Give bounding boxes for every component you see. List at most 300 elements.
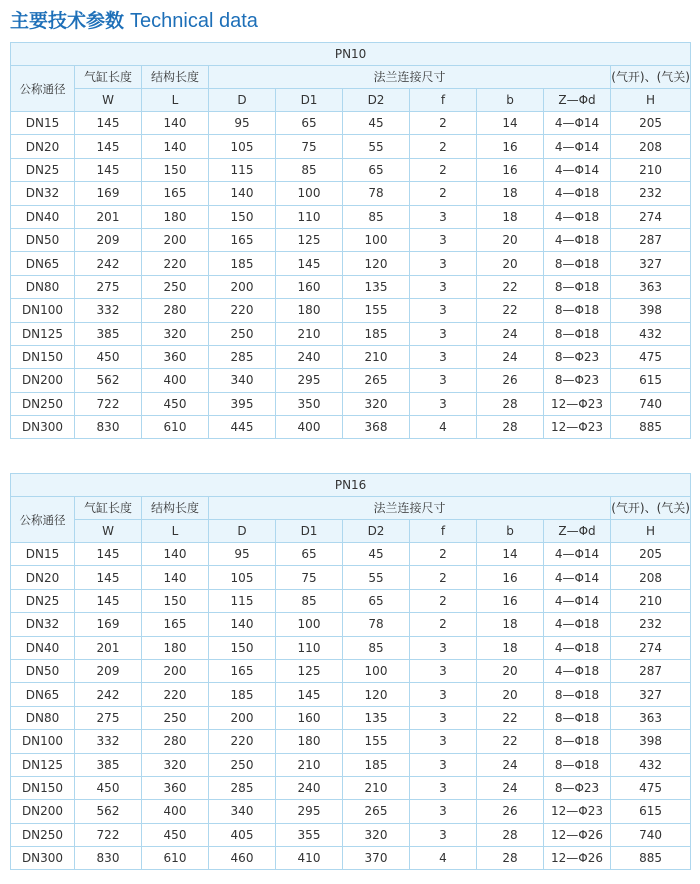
table-cell: 180 bbox=[276, 299, 343, 322]
table-cell: 28 bbox=[477, 823, 544, 846]
table-cell: 8—Φ18 bbox=[544, 730, 611, 753]
table-cell: 740 bbox=[611, 823, 691, 846]
table-cell: 20 bbox=[477, 228, 544, 251]
table-cell: 210 bbox=[276, 322, 343, 345]
table-cell: 200 bbox=[209, 275, 276, 298]
table-cell: 65 bbox=[276, 112, 343, 135]
table-cell: 105 bbox=[209, 135, 276, 158]
table-cell: 110 bbox=[276, 636, 343, 659]
table-row bbox=[11, 369, 691, 392]
table-cell: 220 bbox=[209, 299, 276, 322]
table-cell: 4—Φ18 bbox=[544, 613, 611, 636]
table-cell: 615 bbox=[611, 800, 691, 823]
table-cell: 450 bbox=[142, 823, 209, 846]
table-cell: 280 bbox=[142, 299, 209, 322]
table-cell: 275 bbox=[75, 706, 142, 729]
table-row bbox=[11, 252, 691, 275]
title-en: Technical data bbox=[130, 10, 258, 32]
table-cell: 145 bbox=[276, 683, 343, 706]
table-cell: 210 bbox=[611, 589, 691, 612]
table-row bbox=[11, 659, 691, 682]
table-cell: 562 bbox=[75, 800, 142, 823]
table-cell: DN20 bbox=[11, 135, 75, 158]
table-cell: 400 bbox=[276, 416, 343, 439]
table-cell: 562 bbox=[75, 369, 142, 392]
table-cell: 450 bbox=[75, 345, 142, 368]
table-cell: 165 bbox=[142, 182, 209, 205]
table-cell: DN125 bbox=[11, 753, 75, 776]
table-row bbox=[11, 823, 691, 846]
table-cell: 275 bbox=[75, 275, 142, 298]
table-cell: 155 bbox=[343, 299, 410, 322]
table-cell: 285 bbox=[209, 345, 276, 368]
table-cell: 55 bbox=[343, 566, 410, 589]
col-w: W bbox=[75, 520, 142, 543]
table-row bbox=[11, 613, 691, 636]
table-cell: 205 bbox=[611, 543, 691, 566]
table-cell: 28 bbox=[477, 416, 544, 439]
flange-dims-header: 法兰连接尺寸 bbox=[209, 497, 611, 520]
table-cell: DN250 bbox=[11, 823, 75, 846]
table-cell: 75 bbox=[276, 566, 343, 589]
table-row bbox=[11, 182, 691, 205]
table-cell: 2 bbox=[410, 566, 477, 589]
col-d2: D2 bbox=[343, 89, 410, 112]
table-cell: 3 bbox=[410, 322, 477, 345]
table-cell: 360 bbox=[142, 345, 209, 368]
table-cell: 3 bbox=[410, 659, 477, 682]
table-row bbox=[11, 847, 691, 870]
table-cell: 12—Φ23 bbox=[544, 800, 611, 823]
table-cell: 205 bbox=[611, 112, 691, 135]
table-cell: 18 bbox=[477, 636, 544, 659]
table-cell: 145 bbox=[75, 543, 142, 566]
nominal-diameter-header: 公称通径 bbox=[11, 66, 75, 112]
table-cell: 4—Φ18 bbox=[544, 228, 611, 251]
table-cell: 8—Φ18 bbox=[544, 299, 611, 322]
table-cell: 78 bbox=[343, 613, 410, 636]
table-row bbox=[11, 322, 691, 345]
table-cell: 460 bbox=[209, 847, 276, 870]
table-cell: 250 bbox=[209, 322, 276, 345]
table-cell: DN20 bbox=[11, 566, 75, 589]
table-cell: 3 bbox=[410, 369, 477, 392]
table-cell: 45 bbox=[343, 543, 410, 566]
table-cell: 360 bbox=[142, 776, 209, 799]
table-cell: 610 bbox=[142, 847, 209, 870]
table-cell: 201 bbox=[75, 636, 142, 659]
table-cell: 65 bbox=[343, 158, 410, 181]
table-cell: 145 bbox=[75, 158, 142, 181]
table-cell: 16 bbox=[477, 135, 544, 158]
nominal-diameter-header: 公称通径 bbox=[11, 497, 75, 543]
table-cell: 75 bbox=[276, 135, 343, 158]
table-cell: 4 bbox=[410, 847, 477, 870]
table-cell: 135 bbox=[343, 706, 410, 729]
table-cell: 110 bbox=[276, 205, 343, 228]
table-cell: 24 bbox=[477, 776, 544, 799]
table-cell: 150 bbox=[142, 589, 209, 612]
table-row bbox=[11, 706, 691, 729]
col-l: L bbox=[142, 520, 209, 543]
table-cell: 120 bbox=[343, 252, 410, 275]
table-cell: 140 bbox=[142, 543, 209, 566]
table-cell: 3 bbox=[410, 345, 477, 368]
col-f: f bbox=[410, 89, 477, 112]
table-cell: 145 bbox=[75, 566, 142, 589]
table-cell: 740 bbox=[611, 392, 691, 415]
table-cell: DN80 bbox=[11, 706, 75, 729]
table-cell: 55 bbox=[343, 135, 410, 158]
table-cell: 2 bbox=[410, 613, 477, 636]
table-cell: 3 bbox=[410, 228, 477, 251]
table-cell: 4—Φ14 bbox=[544, 135, 611, 158]
table-cell: 410 bbox=[276, 847, 343, 870]
table-cell: 85 bbox=[276, 158, 343, 181]
table-cell: 327 bbox=[611, 683, 691, 706]
table-cell: DN250 bbox=[11, 392, 75, 415]
table-row bbox=[11, 753, 691, 776]
table-cell: 20 bbox=[477, 252, 544, 275]
table-cell: 210 bbox=[343, 776, 410, 799]
table-row bbox=[11, 135, 691, 158]
table-cell: 340 bbox=[209, 800, 276, 823]
table-cell: 169 bbox=[75, 613, 142, 636]
table-cell: 16 bbox=[477, 566, 544, 589]
table-row bbox=[11, 345, 691, 368]
table-cell: 4—Φ14 bbox=[544, 543, 611, 566]
table-cell: 16 bbox=[477, 158, 544, 181]
table-row bbox=[11, 566, 691, 589]
table-cell: 210 bbox=[611, 158, 691, 181]
table-cell: 150 bbox=[209, 636, 276, 659]
table-cell: 125 bbox=[276, 228, 343, 251]
table-cell: 165 bbox=[142, 613, 209, 636]
table-cell: 242 bbox=[75, 683, 142, 706]
table-cell: 169 bbox=[75, 182, 142, 205]
table-cell: 885 bbox=[611, 416, 691, 439]
table-cell: 85 bbox=[343, 636, 410, 659]
table-row bbox=[11, 800, 691, 823]
table-row bbox=[11, 683, 691, 706]
table-cell: 180 bbox=[276, 730, 343, 753]
table-cell: 240 bbox=[276, 345, 343, 368]
table-cell: DN300 bbox=[11, 847, 75, 870]
table-row bbox=[11, 205, 691, 228]
table-cell: 4—Φ18 bbox=[544, 636, 611, 659]
table-cell: 4—Φ14 bbox=[544, 158, 611, 181]
table-cell: 160 bbox=[276, 275, 343, 298]
table-cell: 24 bbox=[477, 345, 544, 368]
table-cell: 220 bbox=[142, 683, 209, 706]
structure-length-header: 结构长度 bbox=[142, 66, 209, 89]
table-cell: DN200 bbox=[11, 369, 75, 392]
table-cell: 145 bbox=[75, 589, 142, 612]
table-cell: 65 bbox=[343, 589, 410, 612]
table-cell: 3 bbox=[410, 730, 477, 753]
table-cell: 180 bbox=[142, 636, 209, 659]
table-cell: 340 bbox=[209, 369, 276, 392]
table-cell: 2 bbox=[410, 543, 477, 566]
table-cell: 165 bbox=[209, 228, 276, 251]
col-z-phid: Z—Φd bbox=[544, 520, 611, 543]
table-cell: 395 bbox=[209, 392, 276, 415]
table-cell: 105 bbox=[209, 566, 276, 589]
table-cell: 265 bbox=[343, 369, 410, 392]
table-cell: 3 bbox=[410, 753, 477, 776]
table-cell: DN15 bbox=[11, 543, 75, 566]
table-cell: 320 bbox=[343, 823, 410, 846]
table-cell: 4 bbox=[410, 416, 477, 439]
table-cell: 140 bbox=[142, 566, 209, 589]
table-cell: 201 bbox=[75, 205, 142, 228]
col-d2: D2 bbox=[343, 520, 410, 543]
table-cell: 208 bbox=[611, 566, 691, 589]
table-cell: 185 bbox=[343, 753, 410, 776]
table-cell: 18 bbox=[477, 205, 544, 228]
height-header: (气开)、(气关) bbox=[611, 497, 691, 520]
table-cell: 18 bbox=[477, 613, 544, 636]
table-cell: 12—Φ26 bbox=[544, 823, 611, 846]
col-z-phid: Z—Φd bbox=[544, 89, 611, 112]
page-title bbox=[10, 8, 258, 34]
table-cell: DN80 bbox=[11, 275, 75, 298]
table-cell: 3 bbox=[410, 800, 477, 823]
table-cell: 20 bbox=[477, 683, 544, 706]
table-cell: 200 bbox=[209, 706, 276, 729]
table-cell: 3 bbox=[410, 706, 477, 729]
table-cell: 78 bbox=[343, 182, 410, 205]
cylinder-length-header: 气缸长度 bbox=[75, 497, 142, 520]
table-cell: 150 bbox=[209, 205, 276, 228]
table-cell: 2 bbox=[410, 182, 477, 205]
table-cell: 14 bbox=[477, 543, 544, 566]
table-cell: 140 bbox=[142, 135, 209, 158]
table-row bbox=[11, 636, 691, 659]
table-cell: 615 bbox=[611, 369, 691, 392]
col-b: b bbox=[477, 89, 544, 112]
table-cell: 2 bbox=[410, 135, 477, 158]
table-cell: 3 bbox=[410, 252, 477, 275]
table-cell: 155 bbox=[343, 730, 410, 753]
table-cell: DN150 bbox=[11, 776, 75, 799]
table-cell: 368 bbox=[343, 416, 410, 439]
table-cell: DN50 bbox=[11, 659, 75, 682]
table-cell: 2 bbox=[410, 158, 477, 181]
table-cell: 95 bbox=[209, 112, 276, 135]
table-cell: 3 bbox=[410, 776, 477, 799]
col-d1: D1 bbox=[276, 89, 343, 112]
table-cell: 200 bbox=[142, 228, 209, 251]
table-cell: DN40 bbox=[11, 205, 75, 228]
table-cell: 3 bbox=[410, 275, 477, 298]
table-cell: 8—Φ18 bbox=[544, 322, 611, 345]
table-cell: 885 bbox=[611, 847, 691, 870]
table-cell: 240 bbox=[276, 776, 343, 799]
table-cell: 265 bbox=[343, 800, 410, 823]
table-cell: 145 bbox=[276, 252, 343, 275]
table-cell: 140 bbox=[209, 613, 276, 636]
table-cell: 250 bbox=[142, 275, 209, 298]
table-cell: 210 bbox=[276, 753, 343, 776]
table-cell: 185 bbox=[343, 322, 410, 345]
table-cell: DN125 bbox=[11, 322, 75, 345]
table-cell: 3 bbox=[410, 392, 477, 415]
table-cell: 400 bbox=[142, 369, 209, 392]
table-cell: 332 bbox=[75, 299, 142, 322]
table-cell: 432 bbox=[611, 322, 691, 345]
col-f: f bbox=[410, 520, 477, 543]
table-cell: DN100 bbox=[11, 730, 75, 753]
table-row bbox=[11, 589, 691, 612]
table-cell: 145 bbox=[75, 135, 142, 158]
table-cell: 287 bbox=[611, 228, 691, 251]
table-cell: DN150 bbox=[11, 345, 75, 368]
table-cell: 8—Φ23 bbox=[544, 345, 611, 368]
table-cell: 355 bbox=[276, 823, 343, 846]
table-cell: 398 bbox=[611, 730, 691, 753]
table-cell: 20 bbox=[477, 659, 544, 682]
table-cell: 363 bbox=[611, 275, 691, 298]
table-cell: 209 bbox=[75, 228, 142, 251]
table-cell: 432 bbox=[611, 753, 691, 776]
table-cell: 285 bbox=[209, 776, 276, 799]
table-cell: 165 bbox=[209, 659, 276, 682]
table-cell: 45 bbox=[343, 112, 410, 135]
table-cell: 4—Φ14 bbox=[544, 566, 611, 589]
cylinder-length-header: 气缸长度 bbox=[75, 66, 142, 89]
table-cell: DN15 bbox=[11, 112, 75, 135]
table-cell: 475 bbox=[611, 776, 691, 799]
table-cell: 8—Φ18 bbox=[544, 706, 611, 729]
table-cell: 722 bbox=[75, 823, 142, 846]
table-cell: DN300 bbox=[11, 416, 75, 439]
table-cell: 274 bbox=[611, 636, 691, 659]
table-cell: 24 bbox=[477, 753, 544, 776]
table-cell: 115 bbox=[209, 158, 276, 181]
table-cell: 145 bbox=[75, 112, 142, 135]
table-cell: 405 bbox=[209, 823, 276, 846]
table-cell: 250 bbox=[142, 706, 209, 729]
table-cell: 120 bbox=[343, 683, 410, 706]
col-d: D bbox=[209, 520, 276, 543]
table-cell: 8—Φ23 bbox=[544, 369, 611, 392]
table-cell: 3 bbox=[410, 823, 477, 846]
table-cell: 4—Φ14 bbox=[544, 589, 611, 612]
col-w: W bbox=[75, 89, 142, 112]
table-cell: 12—Φ26 bbox=[544, 847, 611, 870]
table-cell: 18 bbox=[477, 182, 544, 205]
table-cell: 115 bbox=[209, 589, 276, 612]
table-cell: 385 bbox=[75, 322, 142, 345]
table-cell: 3 bbox=[410, 205, 477, 228]
table-cell: 320 bbox=[343, 392, 410, 415]
table-cell: 610 bbox=[142, 416, 209, 439]
table-cell: 8—Φ18 bbox=[544, 753, 611, 776]
table-cell: 8—Φ18 bbox=[544, 275, 611, 298]
table-cell: 16 bbox=[477, 589, 544, 612]
table-cell: 26 bbox=[477, 369, 544, 392]
table-cell: 100 bbox=[276, 182, 343, 205]
table-cell: 4—Φ18 bbox=[544, 182, 611, 205]
table-cell: 24 bbox=[477, 322, 544, 345]
table-cell: 100 bbox=[276, 613, 343, 636]
table-row bbox=[11, 776, 691, 799]
table-cell: 370 bbox=[343, 847, 410, 870]
table-cell: 28 bbox=[477, 392, 544, 415]
table-cell: 14 bbox=[477, 112, 544, 135]
table-cell: 242 bbox=[75, 252, 142, 275]
table-row bbox=[11, 158, 691, 181]
table-cell: DN200 bbox=[11, 800, 75, 823]
col-l: L bbox=[142, 89, 209, 112]
table-cell: 185 bbox=[209, 252, 276, 275]
table-cell: 475 bbox=[611, 345, 691, 368]
table-cell: 287 bbox=[611, 659, 691, 682]
table-cell: 85 bbox=[343, 205, 410, 228]
table-cell: 295 bbox=[276, 369, 343, 392]
table-cell: 8—Φ18 bbox=[544, 683, 611, 706]
table-cell: 830 bbox=[75, 847, 142, 870]
table-cell: 22 bbox=[477, 706, 544, 729]
table-row bbox=[11, 299, 691, 322]
table-cell: 210 bbox=[343, 345, 410, 368]
table-cell: 4—Φ14 bbox=[544, 112, 611, 135]
table-cell: 722 bbox=[75, 392, 142, 415]
col-d: D bbox=[209, 89, 276, 112]
table-row bbox=[11, 730, 691, 753]
table-cell: 320 bbox=[142, 322, 209, 345]
table-row bbox=[11, 543, 691, 566]
table-cell: 250 bbox=[209, 753, 276, 776]
table-cell: 363 bbox=[611, 706, 691, 729]
col-b: b bbox=[477, 520, 544, 543]
table-cell: 332 bbox=[75, 730, 142, 753]
table-cell: DN25 bbox=[11, 589, 75, 612]
table-cell: 280 bbox=[142, 730, 209, 753]
table-row bbox=[11, 275, 691, 298]
spec-table-pn10 bbox=[10, 42, 691, 439]
table-cell: DN100 bbox=[11, 299, 75, 322]
table-cell: 12—Φ23 bbox=[544, 416, 611, 439]
table-cell: DN25 bbox=[11, 158, 75, 181]
table-cell: 22 bbox=[477, 275, 544, 298]
table-cell: 398 bbox=[611, 299, 691, 322]
table-cell: DN40 bbox=[11, 636, 75, 659]
table-cell: 8—Φ23 bbox=[544, 776, 611, 799]
table-row bbox=[11, 112, 691, 135]
table-cell: 445 bbox=[209, 416, 276, 439]
table-cell: 22 bbox=[477, 730, 544, 753]
col-d1: D1 bbox=[276, 520, 343, 543]
table-cell: 830 bbox=[75, 416, 142, 439]
table-cell: 185 bbox=[209, 683, 276, 706]
title-cn: 主要技术参数 bbox=[10, 10, 125, 32]
table-cell: 327 bbox=[611, 252, 691, 275]
table-cell: 8—Φ18 bbox=[544, 252, 611, 275]
table-cell: 150 bbox=[142, 158, 209, 181]
table-cell: 2 bbox=[410, 112, 477, 135]
table-cell: 140 bbox=[142, 112, 209, 135]
table-cell: 385 bbox=[75, 753, 142, 776]
pressure-rating: PN10 bbox=[11, 43, 691, 66]
table-cell: 4—Φ18 bbox=[544, 659, 611, 682]
table-cell: 135 bbox=[343, 275, 410, 298]
table-cell: 65 bbox=[276, 543, 343, 566]
table-row bbox=[11, 416, 691, 439]
spec-table-pn16 bbox=[10, 473, 691, 870]
table-cell: 232 bbox=[611, 182, 691, 205]
